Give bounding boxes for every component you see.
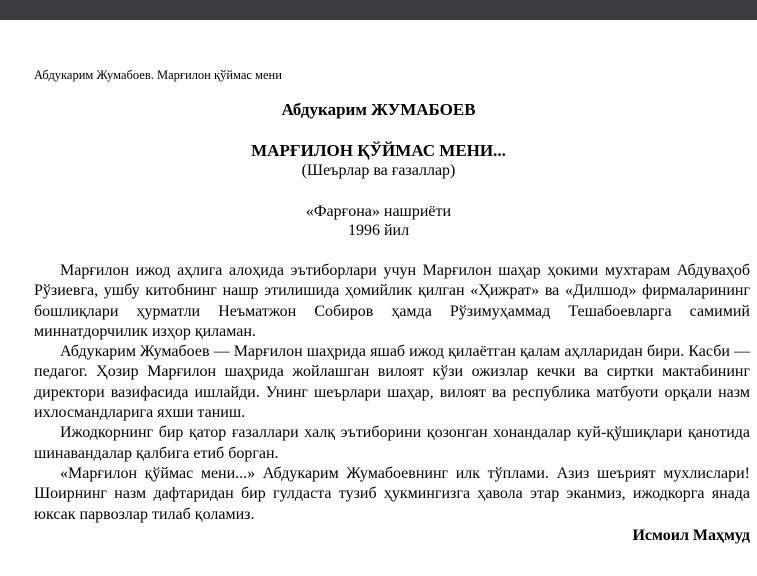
author-name: Абдукарим ЖУМАБОЕВ [281, 100, 476, 119]
paragraph: Абдукарим Жумабоев — Марғилон шаҳрида яшаб ижод қилаётган қалам аҳлларидан бири. Касби — педагог. Ҳозир Марғилон шаҳрида жойлашган вилоят кўзи ожизлар кечки ва сиртки мактабининг директори вазифасида ишлайди. Унинг шеърлари шаҳар, вилоят ва республика матбуоти орқали назм ихлосмандларига яхши таниш. [34, 343, 750, 422]
document-page [0, 20, 757, 576]
book-title: МАРҒИЛОН ҚЎЙМАС МЕНИ... [251, 141, 506, 160]
publisher: «Фарғона» нашриёти [305, 203, 452, 220]
publication-year: 1996 йил [347, 222, 410, 239]
paragraph: «Марғилон қўймас мени...» Абдукарим Жумабоевнинг илк тўплами. Азиз шеърият мухлислари! Шоирнинг назм дафтаридан бир гулдаста тузиб ҳукмингизга ҳавола этар эканмиз, ижодкорга янада юксак парвозлар тилаб қоламиз. [34, 464, 750, 523]
paragraph: Ижодкорнинг бир қатор ғазаллари халқ эътиборини қозонган хонандалар куй-қўшиқлари қанотида шинавандалар қалбига етиб борган. [34, 424, 750, 462]
running-header: Абдукарим Жумабоев. Марғилон қўймас мени [34, 68, 282, 82]
body-text [34, 261, 750, 546]
book-subtitle: (Шеърлар ва ғазаллар) [301, 162, 456, 179]
viewer-toolbar [0, 0, 757, 20]
paragraph: Марғилон ижод аҳлига алоҳида эътиборлари учун Марғилон шаҳар ҳокими мухтарам Абдуваҳоб Рўзиевга, ушбу китобнинг нашр этилишида ҳомийлик қилган «Ҳижрат» ва «Дилшод» фирмаларининг бошлиқлари ҳурматли Неъматжон Собиров ҳамда Рўзимуҳаммад Тешабоевларга самимий миннатдорчилик изҳор қиламан. [34, 262, 750, 340]
signature: Исмоил Маҳмуд [632, 526, 750, 544]
